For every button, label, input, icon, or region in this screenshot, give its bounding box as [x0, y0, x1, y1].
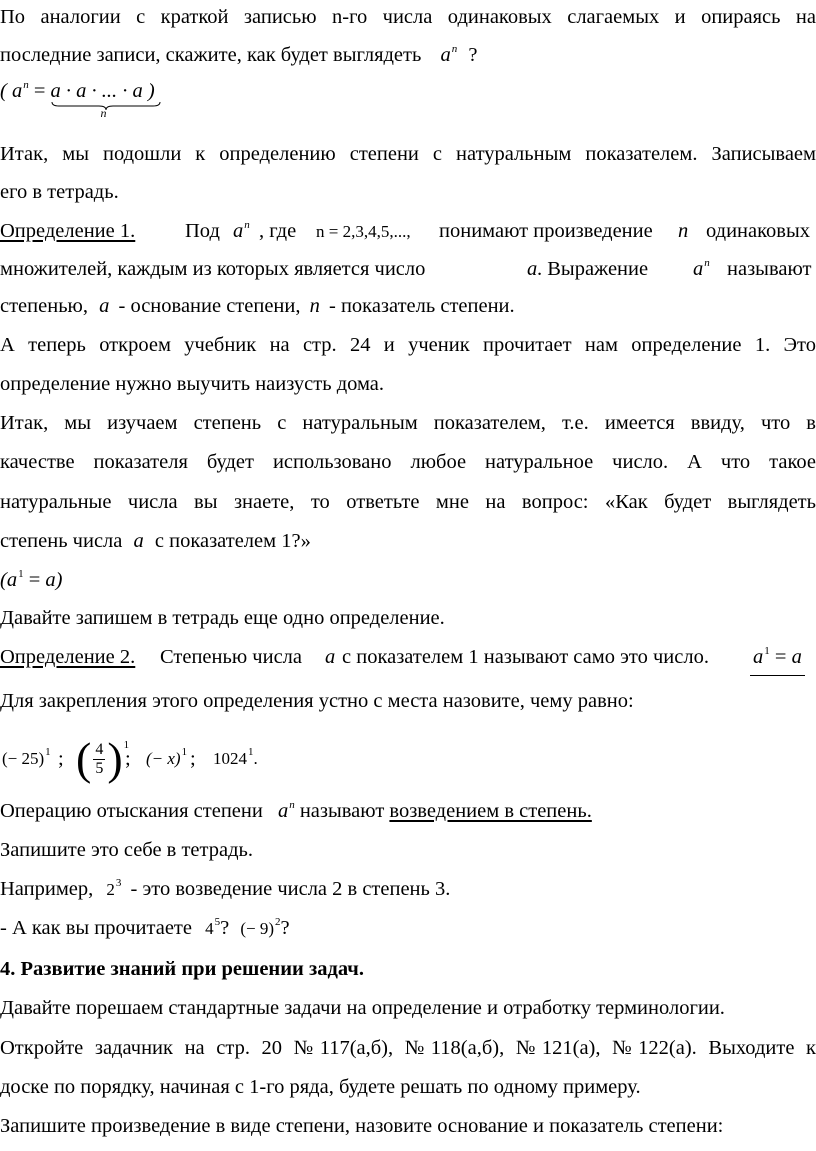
definition-1-line-2	[0, 257, 816, 281]
math-var-n: n	[309, 295, 320, 317]
definition-2	[0, 645, 816, 669]
base: (− x)	[146, 749, 181, 768]
exercise-4	[213, 738, 258, 782]
math-var-a: a	[277, 800, 289, 822]
text: - показатель степени.	[329, 295, 515, 317]
text: с показателем 1?»	[154, 530, 311, 552]
definition-1-line-1	[0, 219, 816, 243]
definition-1-label: Определение 1.	[0, 220, 136, 242]
text: с показателем 1 называют само это число.	[342, 646, 709, 668]
text: Операцию отыскания степени	[0, 800, 263, 822]
exercise-2	[76, 733, 130, 784]
math-var-a: a	[440, 44, 451, 66]
text: множителей, каждым из которых является число	[0, 258, 426, 280]
text: называют	[727, 258, 812, 280]
equals-sign: =	[23, 569, 46, 591]
condition-text: n = 2,3,4,5,...,	[316, 222, 411, 241]
brace-label-n: n	[100, 106, 107, 120]
math-base: (− 9)	[240, 919, 275, 938]
paren-open-large: (	[76, 733, 92, 784]
paragraph-2-line-1: Итак, мы подошли к определению степени с натуральным показателем. Записываем	[0, 143, 816, 165]
math-var-n: n	[678, 220, 689, 242]
separator: ;	[125, 748, 131, 770]
formula-power-product	[0, 79, 155, 120]
math-exp-n: n	[289, 799, 295, 811]
paragraph-8: Запишите это себе в тетрадь.	[0, 839, 253, 861]
paren-close: )	[55, 569, 63, 591]
formula-a1-equals-a	[0, 568, 62, 595]
text: называют	[299, 800, 385, 822]
math-condition	[316, 220, 411, 244]
math-exp-n: n	[451, 43, 458, 55]
numerator: 4	[95, 740, 104, 758]
paragraph-9	[0, 877, 450, 904]
paragraph-10	[0, 916, 290, 943]
definition-2-label: Определение 2.	[0, 646, 136, 668]
paragraph-11: Давайте порешаем стандартные задачи на определение и отработку терминологии.	[0, 997, 725, 1019]
math-var-a: a	[791, 646, 802, 668]
exponent: 1	[248, 746, 254, 758]
fraction-4-5	[93, 741, 105, 778]
product: a · a · ... · a	[50, 80, 143, 102]
math-exp: 2	[275, 916, 281, 928]
text: одинаковых	[706, 220, 811, 242]
paren-close-large: )	[107, 733, 123, 784]
math-base: 4	[205, 919, 214, 938]
text: - это возведение числа 2 в степень 3.	[130, 878, 451, 900]
paren-open: (	[0, 569, 7, 591]
text: Степенью числа	[160, 646, 302, 668]
paragraph-4-line-4	[0, 529, 311, 553]
math-var-a: a	[325, 646, 336, 668]
text: последние записи, скажите, как будет выглядеть	[0, 44, 422, 66]
text: ?	[468, 44, 478, 66]
math-var-a: a	[11, 80, 23, 102]
exponent: 1	[181, 746, 188, 758]
paragraph-12-line-1: Откройте задачник на стр. 20 №117(а,б), №118(а,б), №121(а), №122(а). Выходите к	[0, 1037, 816, 1059]
text: , где	[259, 220, 297, 242]
paragraph-4-line-2: качестве показателя будет использовано любое натуральное число. А что такое	[0, 451, 816, 473]
exponent: 1	[123, 738, 130, 751]
exponent: 1	[45, 746, 51, 758]
paren-open: (	[0, 80, 7, 102]
denominator: 5	[95, 759, 104, 777]
paren-close: )	[147, 80, 155, 102]
paragraph-5: Давайте запишем в тетрадь еще одно определение.	[0, 607, 445, 629]
paragraph-4-line-1: Итак, мы изучаем степень с натуральным показателем, т.е. имеется ввиду, что в	[0, 412, 816, 434]
math-var-a: a	[6, 569, 18, 591]
math-var-a: a	[527, 258, 538, 280]
paragraph-3-line-1: А теперь откроем учебник на стр. 24 и ученик прочитает нам определение 1. Это	[0, 334, 816, 356]
period: .	[253, 749, 258, 768]
text: . Выражение	[537, 258, 649, 280]
math-var-a: a	[693, 258, 704, 280]
paragraph-2-line-2: его в тетрадь.	[0, 181, 119, 203]
math-exp-n: n	[244, 219, 250, 231]
paragraph-1-line-1: По аналогии с краткой записью n-го числа одинаковых слагаемых и опираясь на	[0, 6, 816, 28]
exercise-1	[2, 738, 51, 782]
math-a-n	[693, 257, 710, 284]
paragraph-7	[0, 799, 592, 826]
math-exp-1: 1	[764, 645, 770, 657]
base: (− 25)	[2, 749, 45, 768]
text: - основание степени,	[118, 295, 301, 317]
question-mark: ?	[280, 917, 290, 939]
math-exp-1: 1	[18, 568, 24, 580]
math-var-a: a	[99, 295, 110, 317]
paragraph-3-line-2: определение нужно выучить наизусть дома.	[0, 373, 385, 395]
paragraph-1-line-2	[0, 43, 477, 70]
text: - А как вы прочитаете	[0, 917, 192, 939]
text: степенью,	[0, 295, 88, 317]
math-exp: 5	[214, 916, 221, 928]
equals-sign: =	[769, 646, 792, 668]
math-exp-n: n	[23, 79, 29, 91]
question-mark: ?	[220, 917, 230, 939]
math-var-a: a	[233, 220, 244, 242]
exercise-3	[146, 738, 187, 782]
term-raising-to-power: возведением в степень.	[389, 800, 592, 822]
math-var-a: a	[753, 646, 764, 668]
section-heading: 4. Развитие знаний при решении задач.	[0, 958, 364, 980]
separator: ;	[58, 748, 64, 770]
math-base: 2	[106, 880, 115, 899]
exercise-list	[0, 733, 816, 784]
math-var-a: a	[45, 569, 56, 591]
separator: ;	[190, 748, 196, 770]
math-a-n	[233, 219, 250, 246]
paragraph-12-line-2: доске по порядку, начиная с 1-го ряда, будете решать по одному примеру.	[0, 1076, 641, 1098]
math-exp-n: n	[704, 257, 710, 269]
text: Под	[185, 220, 220, 242]
definition-1-line-3	[0, 294, 515, 318]
base: 1024	[213, 749, 247, 768]
underbraced-product	[50, 79, 143, 120]
text: степень числа	[0, 530, 123, 552]
math-var-a: a	[133, 530, 144, 552]
text: понимают произведение	[439, 220, 653, 242]
text: Например,	[0, 878, 94, 900]
math-exp: 3	[115, 877, 122, 889]
paragraph-4-line-3: натуральные числа вы знаете, то ответьте мне на вопрос: «Как будет выглядеть	[0, 491, 816, 513]
paragraph-6: Для закрепления этого определения устно с места назовите, чему равно:	[0, 690, 634, 712]
formula-a1-equals-a-underlined	[750, 645, 805, 676]
paragraph-13: Запишите произведение в виде степени, назовите основание и показатель степени:	[0, 1115, 724, 1137]
equals-sign: =	[33, 80, 46, 102]
